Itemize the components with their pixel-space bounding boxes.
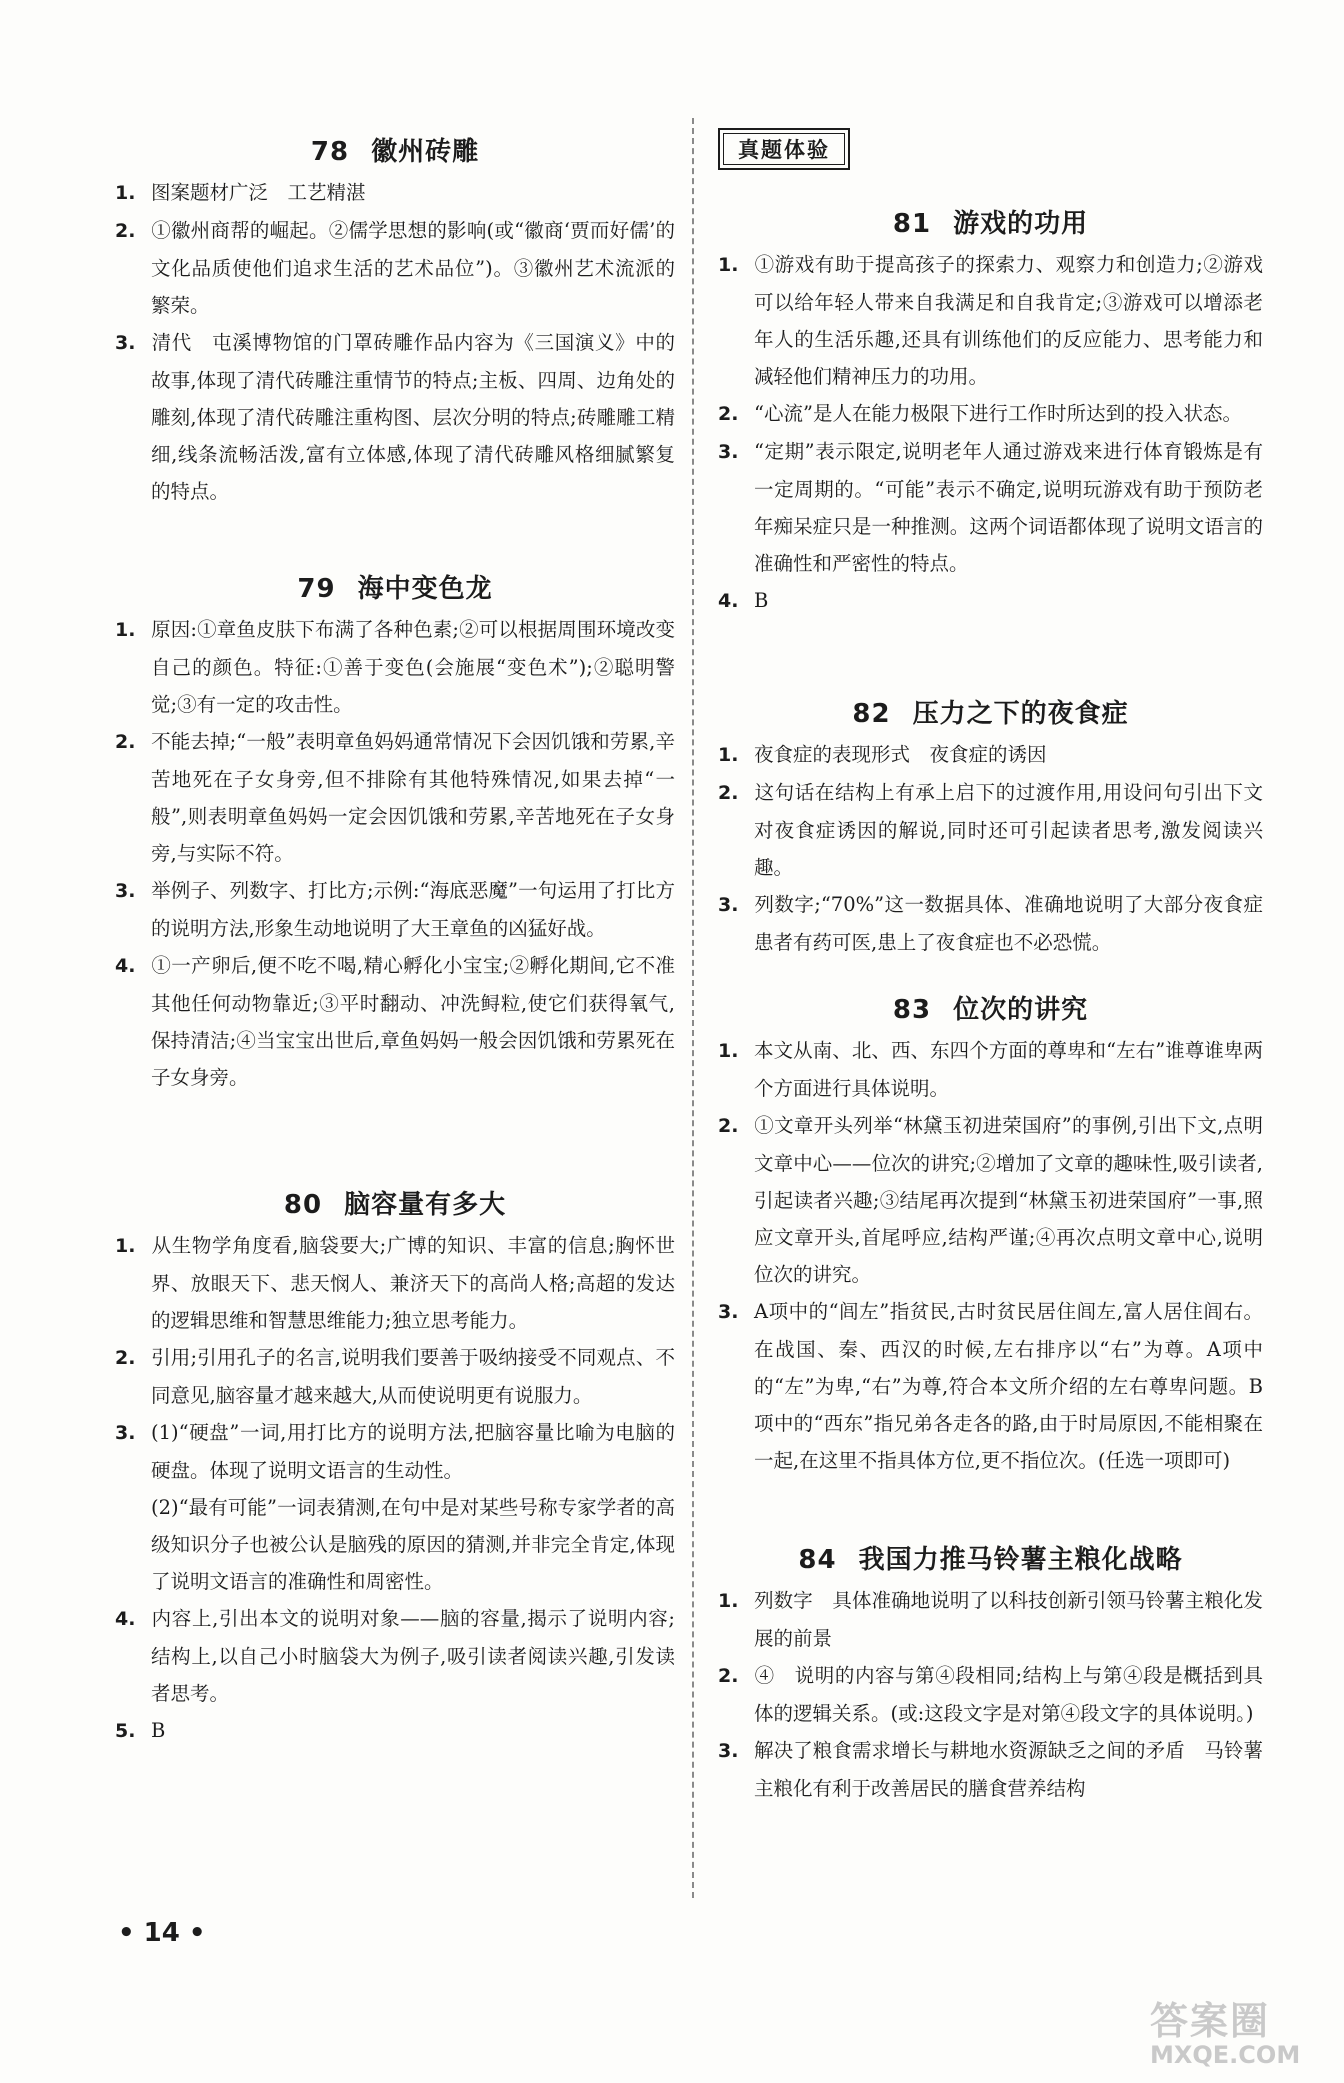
section-title xyxy=(115,130,675,174)
item-text: 从生物学角度看,脑袋要大;广博的知识、丰富的信息;胸怀世界、放眼天下、悲天悯人、兼济天下的高尚人格;高超的发达的逻辑思维和智慧思维能力;独立思考能力。 xyxy=(151,1234,675,1332)
answer-item xyxy=(115,611,675,723)
item-number: 4. xyxy=(115,1608,136,1630)
section-number: 80 xyxy=(283,1190,323,1220)
section-number: 78 xyxy=(310,137,350,167)
item-number: 1. xyxy=(718,744,739,766)
answer-item xyxy=(718,1107,1263,1293)
section-83 xyxy=(718,988,1263,1479)
answer-item xyxy=(718,1582,1263,1657)
section-title-text: 脑容量有多大 xyxy=(344,1190,507,1220)
section-number: 81 xyxy=(892,209,932,239)
answer-item xyxy=(115,1414,675,1600)
section-78 xyxy=(115,130,675,510)
item-text: (2)“最有可能”一词表猜测,在句中是对某些号称专家学者的高级知识分子也被公认是脑残的原因的猜测,并非完全肯定,体现了说明文语言的准确性和周密性。 xyxy=(151,1496,675,1593)
watermark-url: MXQE.COM xyxy=(1150,2041,1301,2069)
answer-item xyxy=(115,1339,675,1414)
item-number: 5. xyxy=(115,1720,136,1742)
item-number: 2. xyxy=(718,782,739,804)
item-text: (1)“硬盘”一词,用打比方的说明方法,把脑容量比喻为电脑的硬盘。体现了说明文语言的生动性。 xyxy=(151,1421,675,1482)
item-text: 引用;引用孔子的名言,说明我们要善于吸纳接受不同观点、不同意见,脑容量才越来越大,从而使说明更有说服力。 xyxy=(151,1346,675,1407)
section-title-text: 海中变色龙 xyxy=(357,574,493,604)
item-number: 2. xyxy=(718,1665,739,1687)
item-text: ①游戏有助于提高孩子的探索力、观察力和创造力;②游戏可以给年轻人带来自我满足和自我肯定;③游戏可以增添老年人的生活乐趣,还具有训练他们的反应能力、思考能力和减轻他们精神压力的功用。 xyxy=(754,253,1263,388)
section-title-text: 位次的讲究 xyxy=(953,995,1089,1025)
page-number: • 14 • xyxy=(118,1918,206,1948)
section-title-text: 我国力推马铃薯主粮化战略 xyxy=(858,1545,1183,1575)
item-number: 2. xyxy=(115,1347,136,1369)
section-79 xyxy=(115,567,675,1096)
item-number: 3. xyxy=(115,332,136,354)
section-number: 83 xyxy=(892,995,932,1025)
item-number: 2. xyxy=(718,1115,739,1137)
section-82 xyxy=(718,692,1263,961)
section-title xyxy=(718,692,1263,736)
item-number: 2. xyxy=(115,220,136,242)
item-number: 1. xyxy=(718,1590,739,1612)
item-number: 1. xyxy=(718,1040,739,1062)
answer-item xyxy=(718,1732,1263,1807)
item-number: 1. xyxy=(718,254,739,276)
item-number: 1. xyxy=(115,182,136,204)
item-text: 夜食症的表现形式 夜食症的诱因 xyxy=(754,743,1047,766)
item-number: 3. xyxy=(718,1301,739,1323)
answer-item xyxy=(718,736,1263,774)
item-text: A项中的“闾左”指贫民,古时贫民居住闾左,富人居住闾右。在战国、秦、西汉的时候,左右排序以“右”为尊。A项中的“左”为卑,“右”为尊,符合本文所介绍的左右尊卑问题。B项中的“西东”指兄弟各走各的路,由于时局原因,不能相聚在一起,在这里不指具体方位,更不指位次。(任选一项即可) xyxy=(754,1300,1263,1472)
answer-item xyxy=(115,872,675,947)
item-text: 内容上,引出本文的说明对象——脑的容量,揭示了说明内容;结构上,以自己小时脑袋大为例子,吸引读者阅读兴趣,引发读者思考。 xyxy=(151,1607,675,1705)
answer-item xyxy=(718,582,1263,620)
item-number: 4. xyxy=(115,955,136,977)
item-text: B xyxy=(754,589,769,612)
item-text: 这句话在结构上有承上启下的过渡作用,用设问句引出下文对夜食症诱因的解说,同时还可引起读者思考,激发阅读兴趣。 xyxy=(754,781,1263,879)
item-number: 3. xyxy=(718,894,739,916)
item-text: ④ 说明的内容与第④段相同;结构上与第④段是概括到具体的逻辑关系。(或:这段文字是对第④段文字的具体说明。) xyxy=(754,1664,1263,1725)
item-text: 清代 屯溪博物馆的门罩砖雕作品内容为《三国演义》中的故事,体现了清代砖雕注重情节的特点;主板、四周、边角处的雕刻,体现了清代砖雕注重构图、层次分明的特点;砖雕雕工精细,线条流畅活泼,富有立体感,体现了清代砖雕风格细腻繁复的特点。 xyxy=(151,331,675,503)
item-text: 举例子、列数字、打比方;示例:“海底恶魔”一句运用了打比方的说明方法,形象生动地说明了大王章鱼的凶猛好战。 xyxy=(151,879,675,940)
section-badge xyxy=(718,128,850,170)
item-text: ①文章开头列举“林黛玉初进荣国府”的事例,引出下文,点明文章中心——位次的讲究;②增加了文章的趣味性,吸引读者,引起读者兴趣;③结尾再次提到“林黛玉初进荣国府”一事,照应文章开头,首尾呼应,结构严谨;④再次点明文章中心,说明位次的讲究。 xyxy=(754,1114,1263,1286)
answer-item xyxy=(115,1227,675,1339)
answer-item xyxy=(718,1657,1263,1732)
section-title-text: 压力之下的夜食症 xyxy=(912,699,1129,729)
section-badge-label: 真题体验 xyxy=(723,133,845,165)
item-text: ①徽州商帮的崛起。②儒学思想的影响(或“徽商‘贾而好儒’的文化品质使他们追求生活的艺术品位”)。③徽州艺术流派的繁荣。 xyxy=(151,219,675,317)
answer-item xyxy=(718,1032,1263,1107)
item-text: “定期”表示限定,说明老年人通过游戏来进行体育锻炼是有一定周期的。“可能”表示不确定,说明玩游戏有助于预防老年痴呆症只是一种推测。这两个词语都体现了说明文语言的准确性和严密性的特点。 xyxy=(754,440,1263,575)
answer-item xyxy=(115,1712,675,1750)
item-text: 图案题材广泛 工艺精湛 xyxy=(151,181,366,204)
item-text: 列数字 具体准确地说明了以科技创新引领马铃薯主粮化发展的前景 xyxy=(754,1589,1263,1650)
item-number: 3. xyxy=(115,880,136,902)
watermark-logo xyxy=(1150,1990,1340,2080)
answer-item xyxy=(718,395,1263,433)
answer-item xyxy=(115,1600,675,1712)
answer-item xyxy=(718,1293,1263,1479)
answer-item xyxy=(718,246,1263,395)
section-number: 79 xyxy=(297,574,336,604)
item-number: 1. xyxy=(115,619,136,641)
item-text: 本文从南、北、西、东四个方面的尊卑和“左右”谁尊谁卑两个方面进行具体说明。 xyxy=(754,1039,1263,1100)
item-text: 解决了粮食需求增长与耕地水资源缺乏之间的矛盾 马铃薯主粮化有利于改善居民的膳食营养结构 xyxy=(754,1739,1263,1800)
item-text: 不能去掉;“一般”表明章鱼妈妈通常情况下会因饥饿和劳累,辛苦地死在子女身旁,但不排除有其他特殊情况,如果去掉“一般”,则表明章鱼妈妈一定会因饥饿和劳累,辛苦地死在子女身旁,与实际不符。 xyxy=(151,730,675,865)
section-title-text: 徽州砖雕 xyxy=(371,137,480,167)
answer-item xyxy=(718,886,1263,961)
section-81 xyxy=(718,202,1263,620)
column-divider xyxy=(692,118,694,1898)
item-number: 3. xyxy=(115,1422,136,1444)
section-number: 84 xyxy=(798,1545,837,1575)
answer-item xyxy=(115,174,675,212)
answer-item xyxy=(115,723,675,872)
answer-item xyxy=(718,433,1263,582)
item-number: 3. xyxy=(718,1740,739,1762)
item-number: 2. xyxy=(718,403,739,425)
item-text: 列数字;“70%”这一数据具体、准确地说明了大部分夜食症患者有药可医,患上了夜食症也不必恐慌。 xyxy=(754,893,1263,954)
section-80 xyxy=(115,1183,675,1750)
item-number: 2. xyxy=(115,731,136,753)
section-84 xyxy=(718,1538,1263,1807)
section-title xyxy=(718,988,1263,1032)
section-title xyxy=(115,567,675,611)
answer-item xyxy=(115,947,675,1096)
item-number: 1. xyxy=(115,1235,136,1257)
item-number: 3. xyxy=(718,441,739,463)
item-text: “心流”是人在能力极限下进行工作时所达到的投入状态。 xyxy=(754,402,1242,425)
watermark-text: 答案圈 xyxy=(1150,1999,1271,2043)
item-text: 原因:①章鱼皮肤下布满了各种色素;②可以根据周围环境改变自己的颜色。特征:①善于变色(会施展“变色术”);②聪明警觉;③有一定的攻击性。 xyxy=(151,618,675,716)
section-number: 82 xyxy=(852,699,891,729)
item-number: 4. xyxy=(718,590,739,612)
item-text: ①一产卵后,便不吃不喝,精心孵化小宝宝;②孵化期间,它不准其他任何动物靠近;③平时翻动、冲洗鲟粒,使它们获得氧气,保持清洁;④当宝宝出世后,章鱼妈妈一般会因饥饿和劳累死在子女身旁。 xyxy=(151,954,675,1089)
item-text: B xyxy=(151,1719,166,1742)
section-title xyxy=(115,1183,675,1227)
section-title xyxy=(718,202,1263,246)
section-title xyxy=(718,1538,1263,1582)
answer-item xyxy=(115,324,675,510)
answer-item xyxy=(115,212,675,324)
answer-item xyxy=(718,774,1263,886)
section-title-text: 游戏的功用 xyxy=(953,209,1089,239)
